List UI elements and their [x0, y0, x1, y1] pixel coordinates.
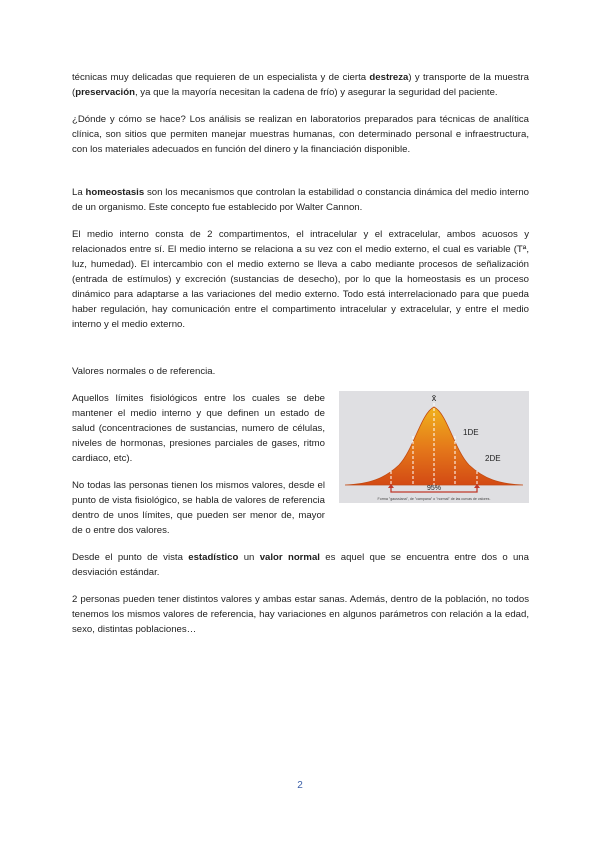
text: La	[72, 187, 86, 198]
figure-caption: Forma "gaussiana", de "campana" o "normal" de las curvas de valores.	[377, 497, 491, 501]
bold-term-estadistico: estadístico	[188, 552, 239, 563]
bold-term-homeostasis: homeostasis	[85, 187, 145, 198]
text: Desde el punto de vista	[72, 552, 189, 563]
paragraph-homeostasis	[72, 185, 529, 215]
gaussian-curve-figure	[339, 391, 529, 503]
text: , ya que la mayoría necesitan la cadena de frío) y asegurar la seguridad del paciente.	[134, 87, 498, 98]
paragraph-limites: Aquellos límites fisiológicos entre los cuales se debe mantener el medio interno y que definen un estado de salud (concentraciones de sustancias, numero de células, niveles de hormonas, presiones parciales de gases, ritmo cardiaco, etc).	[72, 393, 325, 464]
section-heading-valores: Valores normales o de referencia.	[72, 366, 216, 377]
paragraph-1	[72, 70, 529, 100]
bold-term-destreza: destreza	[369, 72, 409, 83]
mean-label: x̄	[431, 393, 437, 403]
bold-term-preservacion: preservación	[75, 87, 135, 98]
gaussian-curve-chart	[339, 391, 529, 503]
text: es aquel que se encuentra entre dos o una desviación estándar.	[72, 552, 529, 578]
page-number: 2	[297, 780, 303, 791]
paragraph-2: ¿Dónde y cómo se hace? Los análisis se realizan en laboratorios preparados para técnicas de analítica clínica, son sitios que permiten manejar muestras humanas, con determinado personal e infraestructura, con los materiales adecuados en función del dinero y la financiación disponible.	[72, 114, 529, 155]
figure-text-block	[72, 391, 529, 550]
sd1-label: 1DE	[463, 428, 479, 437]
text: técnicas muy delicadas que requieren de un especialista y de cierta	[72, 72, 370, 83]
pct-label: 95%	[426, 485, 442, 492]
paragraph-estadistico	[72, 550, 529, 580]
text: ) y transporte de la muestra (	[72, 72, 529, 98]
paragraph-no-todas: No todas las personas tienen los mismos valores, desde el punto de vista fisiológico, se habla de valores de referencia dentro de unos límites, que pueden ser menor de, mayor de o entre dos valores.	[72, 480, 325, 536]
sd2-label: 2DE	[485, 454, 501, 463]
text: un	[238, 552, 260, 563]
document-page	[72, 70, 529, 649]
text: son los mecanismos que controlan la estabilidad o constancia dinámica del medio interno de un organismo. Este concepto fue establecido por Walter Cannon.	[72, 187, 530, 213]
bold-term-valor-normal: valor normal	[259, 552, 320, 563]
paragraph-medio-interno: El medio interno consta de 2 compartimentos, el intracelular y el extracelular, ambos acuosos y relacionados entre sí. El medio interno se relaciona a su vez con el medio externo, el cual es variable (Tª, luz, humedad). El intercambio con el medio externo se lleva a cabo mediante procesos de señalización (entrada de estímulos) y excreción (sustancias de desecho), por lo que la homeostasis es un proceso dinámico para adaptarse a las variaciones del medio externo. Todo está interrelacionado para que pueda haber regulación, hay comunicación entre el compartimento intracelular y extracelular, y entre el medio interno y el medio externo.	[72, 229, 529, 330]
paragraph-dos-personas: 2 personas pueden tener distintos valores y ambas estar sanas. Además, dentro de la población, no todos tenemos los mismos valores de referencia, hay variaciones en algunos parámetros con relación a la edad, sexo, distintas poblaciones…	[72, 594, 529, 635]
